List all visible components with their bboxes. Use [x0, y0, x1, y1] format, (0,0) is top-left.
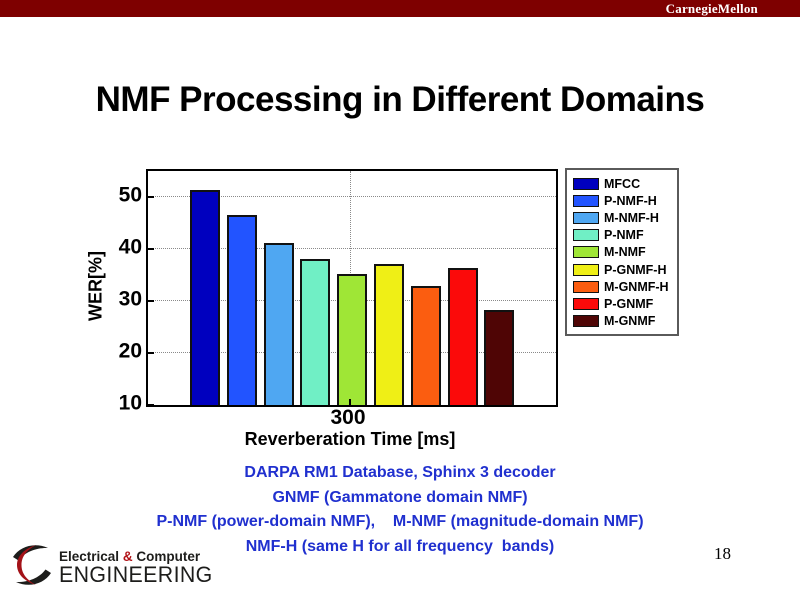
- legend-label: P-NMF: [604, 228, 644, 243]
- y-tick-mark: [148, 196, 154, 198]
- legend-item: [573, 261, 677, 278]
- legend-label: M-GNMF: [604, 314, 656, 329]
- legend-item: [573, 209, 677, 226]
- ece-logo-icon: [9, 542, 55, 593]
- chart-legend: [565, 168, 679, 336]
- page-number: 18: [714, 544, 731, 563]
- x-tick-mark: [349, 399, 351, 405]
- legend-label: M-GNMF-H: [604, 279, 669, 294]
- legend-item: [573, 295, 677, 312]
- y-tick-label: 10: [118, 391, 142, 415]
- ece-logo-line2: ENGINEERING: [59, 561, 213, 587]
- plot-area: [146, 169, 558, 407]
- legend-label: M-NMF-H: [604, 210, 659, 225]
- legend-swatch: [573, 229, 599, 241]
- ece-department-logo: [9, 542, 217, 593]
- bar-p-nmf-h: [227, 215, 257, 405]
- y-tick-mark: [148, 300, 154, 302]
- bar-p-nmf: [300, 259, 330, 405]
- bar-m-nmf: [337, 274, 367, 405]
- ece-logo-text: [59, 550, 217, 586]
- y-axis-tick-labels: [98, 169, 142, 415]
- y-tick-label: 50: [118, 183, 142, 207]
- bar-p-gnmf-h: [374, 264, 404, 405]
- legend-item: [573, 192, 677, 209]
- ece-word-electrical: Electrical: [59, 548, 120, 564]
- bar-m-gnmf-h: [411, 286, 441, 405]
- slide-title: NMF Processing in Different Domains: [95, 80, 705, 119]
- ece-ampersand: &: [122, 548, 133, 564]
- legend-swatch: [573, 315, 599, 327]
- y-axis-label: WER[%]: [85, 251, 106, 321]
- legend-item: [573, 244, 677, 261]
- y-tick-label: 30: [118, 287, 142, 311]
- annotation-line: NMF-H (same H for all frequency bands): [245, 537, 555, 555]
- bar-m-nmf-h: [264, 243, 294, 405]
- top-brand-bar: [0, 0, 800, 17]
- y-tick-mark: [148, 352, 154, 354]
- legend-item: [573, 278, 677, 295]
- legend-label: M-NMF: [604, 245, 646, 260]
- legend-swatch: [573, 178, 599, 190]
- annotation-line: DARPA RM1 Database, Sphinx 3 decoder: [244, 464, 556, 481]
- legend-label: P-NMF-H: [604, 193, 657, 208]
- legend-swatch: [573, 298, 599, 310]
- legend-swatch: [573, 264, 599, 276]
- bar-p-gnmf: [448, 268, 478, 405]
- x-tick-label: 300: [330, 406, 366, 429]
- y-tick-label: 40: [118, 235, 142, 259]
- bar-m-gnmf: [484, 310, 514, 405]
- legend-swatch: [573, 246, 599, 258]
- x-axis-label: Reverberation Time [ms]: [244, 429, 456, 449]
- ece-word-computer: Computer: [136, 548, 201, 564]
- legend-label: P-GNMF: [604, 296, 654, 311]
- carnegie-mellon-wordmark: CarnegieMellon: [665, 1, 758, 16]
- y-tick-label: 20: [118, 339, 142, 363]
- legend-swatch: [573, 281, 599, 293]
- y-tick-mark: [148, 248, 154, 250]
- legend-swatch: [573, 195, 599, 207]
- legend-item: [573, 313, 677, 330]
- y-tick-mark: [148, 404, 154, 406]
- legend-item: [573, 175, 677, 192]
- legend-label: P-GNMF-H: [604, 262, 667, 277]
- bar-mfcc: [190, 190, 220, 405]
- annotation-line: GNMF (Gammatone domain NMF): [272, 488, 528, 506]
- legend-label: MFCC: [604, 176, 641, 191]
- legend-item: [573, 227, 677, 244]
- legend-swatch: [573, 212, 599, 224]
- annotation-line: P-NMF (power-domain NMF), M-NMF (magnitude-domain NMF): [156, 513, 644, 531]
